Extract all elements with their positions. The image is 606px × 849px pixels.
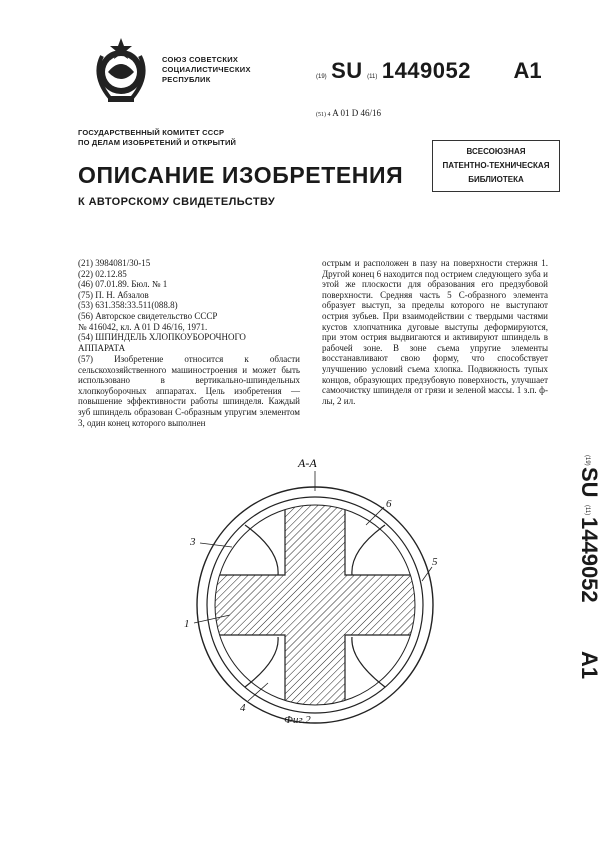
c-element-bottom-right [352,637,385,687]
org-line: РЕСПУБЛИК [162,75,211,84]
biblio-line: (75) П. Н. Абзалов [78,289,149,300]
stamp-line: ПАТЕНТНО-ТЕХНИЧЕСКАЯ [442,161,550,170]
bibliographic-data [78,258,310,353]
ipc-classification [316,108,381,118]
label-5: 5 [432,556,438,568]
stamp-line: БИБЛИОТЕКА [468,175,524,184]
inid-19: (19) [316,74,327,80]
inid-11: (11) [367,74,378,80]
stamp-line: ВСЕСОЮЗНАЯ [466,147,526,156]
section-label: А-А [298,456,317,470]
sidebar-kind: A1 [577,651,602,680]
biblio-line: № 416042, кл. A 01 D 46/16, 1971. [78,321,208,332]
figure-2-drawing [170,455,460,745]
label-1: 1 [184,618,190,630]
abstract-text: (57) Изобретение относится к области сельскохозяйственного машиностроения и может быть использовано в вертикально-шпиндельных хлопкоуборочных аппаратах. Цель изобретения — повышение эффективности работы шпинделя. Каждый зуб шпиндель образован С-образным упругим элементом 3, один конец которого выполнен [78,354,300,428]
ipc-code: A 01 D 46/16 [332,108,382,118]
document-title: ОПИСАНИЕ ИЗОБРЕТЕНИЯ [78,162,404,188]
biblio-line: (53) 631.358:33.511(088.8) [78,300,178,311]
library-stamp [432,140,560,192]
rod-cross-section [210,503,420,710]
sidebar-inid-11: (11) [584,505,590,516]
label-3: 3 [190,536,196,548]
biblio-line: (22) 02.12.85 [78,268,127,279]
document-subtitle: К АВТОРСКОМУ СВИДЕТЕЛЬСТВУ [78,196,276,208]
vertical-patent-number [556,455,602,695]
committee-name [78,128,236,148]
org-line: СОЮЗ СОВЕТСКИХ [162,55,239,64]
abstract-continuation: острым и расположен в пазу на поверхности стержня 1. Другой конец 6 находится под острием следующего зуба и этой же плоскости для образования его предзубовой поверхности. Средняя часть 5 С-образного элемента образует выступ, за пределы которого не выступают острия зубьев. При взаимодействии с твердыми частями кустов хлопчатника дуговые выступы деформируются, при этом острия выдвигаются и активируют шпиндель в рабочей зоне. В зоне съема упругие элементы восстанавливают свою форму, что способствует улучшению условий съема хлопка. Подвижность тупых концов, образующих предзубовую поверхность, улучшает самоочистку шпинделя от грязи и зеленой массы. 1 з.п. ф-лы, 2 ил. [322,258,548,406]
sidebar-inid-19: (19) [584,455,590,466]
biblio-line: (46) 07.01.89. Бюл. № 1 [78,279,168,290]
label-4: 4 [240,702,246,714]
biblio-line: (56) Авторское свидетельство СССР [78,310,218,321]
organization-name [162,55,251,85]
kind-code: A1 [513,58,542,83]
biblio-line: АППАРАТА [78,342,126,353]
org-line: СОЦИАЛИСТИЧЕСКИХ [162,65,251,74]
publication-number [316,58,542,84]
ussr-emblem-icon [88,36,154,106]
figure-caption: Фиг.2 [284,714,311,726]
c-element-top-right [352,525,385,575]
patent-number: 1449052 [381,58,471,83]
committee-line: ГОСУДАРСТВЕННЫЙ КОМИТЕТ СССР [78,128,225,137]
inid-51: (51) 4 [316,112,331,118]
country-code: SU [331,58,363,83]
sidebar-country: SU [577,467,602,498]
c-element-top-left [245,525,278,575]
label-6: 6 [386,498,392,510]
c-element-bottom-left [245,637,278,687]
biblio-line: (54) ШПИНДЕЛЬ ХЛОПКОУБОРОЧНОГО [78,332,246,343]
biblio-line: (21) 3984081/30-15 [78,258,151,268]
committee-line: ПО ДЕЛАМ ИЗОБРЕТЕНИЙ И ОТКРЫТИЙ [78,138,237,147]
sidebar-number: 1449052 [577,517,602,603]
